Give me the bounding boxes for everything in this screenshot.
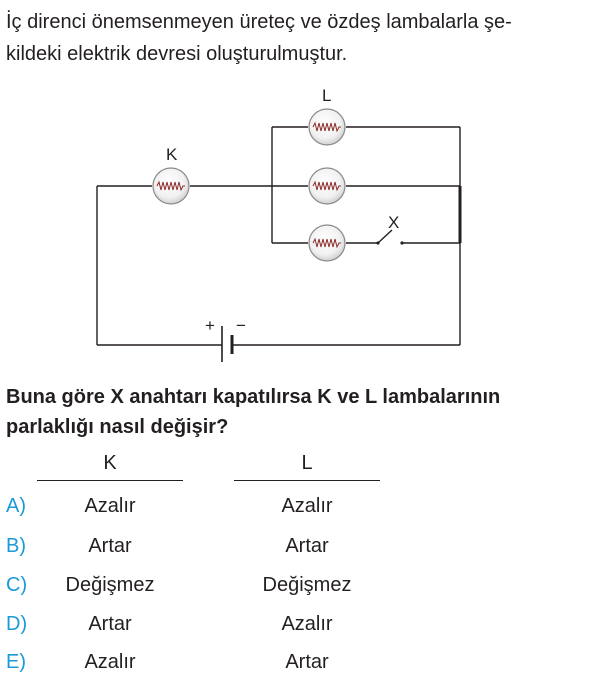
option-k-value: Artar — [88, 613, 132, 635]
problem-intro — [6, 6, 600, 70]
lamp-l-label: L — [322, 86, 332, 105]
intro-line-2: kildeki elektrik devresi oluşturulmuştur. — [6, 43, 348, 65]
intro-line-1: İç direnci önemsenmeyen üreteç ve özdeş lambalarla şe- — [6, 11, 512, 33]
battery — [222, 326, 232, 362]
question-line-1: Buna göre X anahtarı kapatılırsa K ve L lambalarının — [6, 386, 501, 408]
column-divider-k — [37, 480, 183, 481]
option-k-value: Değişmez — [65, 574, 155, 596]
lamp-l — [309, 109, 345, 145]
option-l-value: Değişmez — [262, 574, 352, 596]
option-l-value: Artar — [285, 651, 329, 673]
option-letter: B) — [6, 535, 26, 557]
battery-minus-label: − — [236, 316, 246, 335]
lamp-k — [153, 168, 189, 204]
option-letter: E) — [6, 651, 26, 673]
option-letter: D) — [6, 613, 28, 635]
switch-x — [376, 230, 403, 245]
option-letter: C) — [6, 574, 28, 596]
circuit-wires — [97, 127, 460, 345]
option-l-value: Azalır — [281, 613, 333, 635]
column-header-k: K — [103, 452, 117, 474]
option-letter: A) — [6, 495, 26, 517]
option-k-value: Artar — [88, 535, 132, 557]
circuit-diagram — [0, 70, 605, 370]
question-line-2: parlaklığı nasıl değişir? — [6, 416, 229, 438]
column-divider-l — [234, 480, 380, 481]
lamp-bottom — [309, 225, 345, 261]
option-k-value: Azalır — [84, 651, 136, 673]
lamp-k-label: K — [166, 145, 178, 164]
battery-plus-label: + — [205, 316, 215, 335]
option-l-value: Artar — [285, 535, 329, 557]
question-text — [6, 382, 602, 442]
option-l-value: Azalır — [281, 495, 333, 517]
column-header-l: L — [301, 452, 313, 474]
lamp-middle — [309, 168, 345, 204]
option-k-value: Azalır — [84, 495, 136, 517]
switch-x-label: X — [388, 213, 400, 232]
